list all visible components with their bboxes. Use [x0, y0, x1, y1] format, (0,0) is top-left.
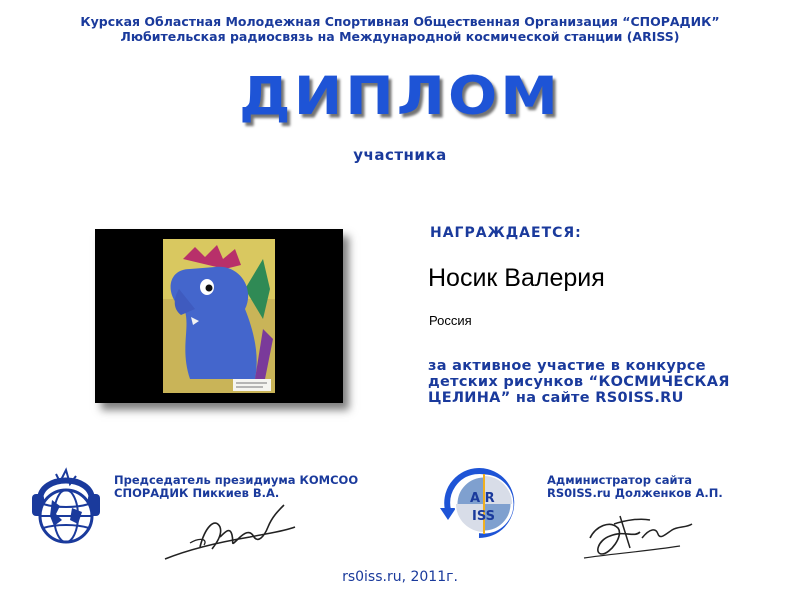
signature-right [580, 498, 700, 566]
signatory-right [547, 474, 787, 500]
signatory-left-name: СПОРАДИК Пиккиев В.А. [114, 486, 280, 500]
signatory-right-name: Долженков А.П. [614, 486, 723, 500]
diploma-subtitle: участника [353, 146, 447, 164]
drawing-image [95, 229, 343, 403]
signatory-right-site: RS0ISS.ru [547, 486, 611, 500]
diploma-title: ДИПЛОМ [239, 65, 561, 127]
signatory-left-title: Председатель президиума КОМСОО [114, 473, 359, 487]
footer-site-year: rs0iss.ru, 2011г. [342, 569, 458, 585]
header-subtitle: Любительская радиосвязь на Международной космической станции (ARISS) [120, 29, 680, 44]
award-reason: за активное участие в конкурсе детских рисунков “КОСМИЧЕСКАЯ ЦЕЛИНА” на сайте RS0ISS.RU [428, 358, 730, 406]
header-organization: Курская Областная Молодежная Спортивная Общественная Организация “СПОРАДИК” [80, 14, 720, 29]
ariss-logo-text-top: A R [470, 491, 495, 506]
komsoo-logo-icon [26, 460, 106, 552]
signature-left [160, 497, 300, 567]
ariss-logo-text-bottom: ISS [472, 509, 495, 524]
award-label: НАГРАЖДАЕТСЯ: [430, 225, 582, 241]
signatory-right-title: Администратор сайта [547, 473, 692, 487]
drawing-illustration [95, 229, 343, 403]
ariss-logo-icon [436, 460, 522, 546]
recipient-name: Носик Валерия [428, 264, 605, 292]
recipient-country: Россия [429, 313, 472, 328]
